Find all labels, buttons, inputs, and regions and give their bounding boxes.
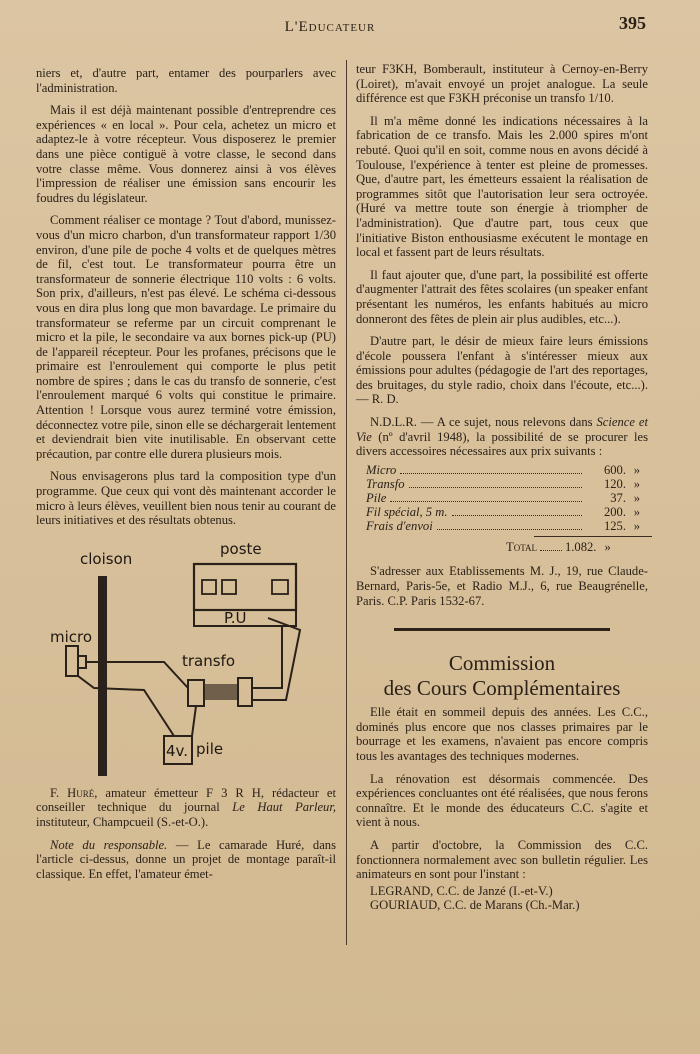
- price-label: Transfo: [366, 476, 405, 491]
- section-divider: [394, 628, 610, 631]
- section-title-line-1: Commission: [448, 651, 556, 676]
- price-amount: 37.: [610, 490, 626, 505]
- total-mark: »: [604, 539, 611, 554]
- diagram-caption: [36, 786, 336, 830]
- tube-3: [272, 580, 288, 594]
- wire-secondary-1: [252, 626, 282, 688]
- transfo-label: transfo: [182, 651, 236, 670]
- section-title: [356, 651, 648, 701]
- paragraph: La rénovation est désormais commencée. Des expériences concluantes ont été réalisées, que nous ferons connaître. Et le monde des éducateurs C.C. s'agite et vient à nous.: [356, 771, 648, 830]
- price-row: [366, 491, 640, 505]
- price-mark: »: [633, 476, 640, 491]
- price-label: Pile: [366, 490, 387, 505]
- pile-label: pile: [196, 739, 224, 758]
- wire-pile-transfo: [192, 706, 196, 736]
- paragraph: Mais il est déjà maintenant possible d'entreprendre ces expériences « en local ». Pour cela, achetez un micro et adaptez-le à votre récepteur. Vous disposerez le premier dans une pièce contiguë à votre classe, le second dans votre classe même. Vous donnerez ainsi à vos élèves l'impression de réaliser une émission sans encourir les foudres du législateur.: [36, 103, 336, 205]
- cloison-label: cloison: [80, 549, 133, 568]
- price-label: Micro: [366, 462, 397, 477]
- poste-box: [194, 564, 296, 610]
- price-mark: »: [633, 518, 640, 533]
- price-label: Fil spécial, 5 m.: [366, 504, 448, 519]
- micro-grille: [78, 656, 86, 668]
- page-header-title: L'Educateur: [284, 19, 376, 35]
- ndlr-magazine: Science et Vie: [356, 415, 648, 444]
- price-mark: »: [633, 490, 640, 505]
- paragraph: A partir d'octobre, la Commission des C.C. fonctionnera normalement avec son bulletin régulier. Les animateurs en sont pour l'instant :: [356, 837, 648, 882]
- cloison-wall: [98, 576, 107, 776]
- price-label: Frais d'envoi: [366, 518, 433, 533]
- tube-2: [222, 580, 236, 594]
- price-amount: 600.: [603, 462, 626, 477]
- price-mark: »: [633, 504, 640, 519]
- animator-name: LEGRAND, C.C. de Janzé (I.-et-V.): [370, 883, 553, 898]
- ndlr-text-end: (nº d'avril 1948), la possibilité de se procurer les divers accessoires nécessaires aux prix suivants :: [356, 429, 648, 459]
- price-list: [366, 463, 640, 555]
- ndlr-paragraph: [356, 415, 648, 459]
- paragraph: Nous envisagerons plus tard la composition type d'un programme. Que ceux qui vont dès maintenant accorder le micro à leurs élèves, veuillent bien nous tenir au courant de leurs initiatives et des résultats obtenus.: [36, 469, 336, 528]
- section-title-line-2: des Cours Complémentaires: [383, 676, 621, 701]
- total-row: [506, 540, 640, 555]
- page-number: 395: [619, 13, 646, 33]
- paragraph: teur F3KH, Bomberault, instituteur à Cernoy-en-Berry (Loiret), m'avait envoyé un projet analogue. La seule différence est que F3KH préconise un transfo 1/10.: [356, 62, 648, 106]
- caption-author: F. Huré,: [50, 785, 98, 800]
- wiring-diagram: [24, 538, 324, 784]
- caption-text: amateur émetteur F 3 R H, rédacteur et conseiller technique du journal: [36, 785, 336, 815]
- paragraph: Il faut ajouter que, d'une part, la possibilité est offerte d'augmenter l'attrait des fêtes scolaires (un speaker enfant présentant les numéros, les enfants habitués au micro donneront des fêtes de plein air plus audibles, etc...).: [356, 267, 648, 326]
- transfo-core: [204, 684, 238, 700]
- price-amount: 125.: [603, 518, 626, 533]
- pile-4v-label: 4v.: [166, 741, 189, 760]
- micro-body: [66, 646, 78, 676]
- price-row: [366, 463, 640, 477]
- tube-1: [202, 580, 216, 594]
- price-amount: 200.: [603, 504, 626, 519]
- ndlr-text: N.D.L.R. — A ce sujet, nous relevons dans: [370, 415, 597, 430]
- wire-micro-pile: [78, 676, 174, 736]
- price-row: [366, 505, 640, 519]
- paragraph: Comment réaliser ce montage ? Tout d'abord, munissez-vous d'un micro charbon, d'un transformateur rapport 1/30 environ, d'une pile de poche 4 volts et de quelques mètres de fil, c'est tout. Le transformateur pourra être un transformateur de sonnerie électrique 110 volts : 6 volts. Son prix, d'ailleurs, n'est pas élevé. Le schéma ci-dessous vous en dira plus long que mon bavardage. Le primaire du transformateur se referme par un circuit comprenant le micro et la pile, le secondaire va aux bornes pick-up (PU) de l'appareil récepteur. Pour les profanes, précisons que le primaire est l'enroulement qui comporte le plus petit nombre de spires ; dans le cas du transfo de sonnerie, c'est l'enroulement marqué 6 volts qui constitue le primaire. Attention ! Lorsque vous aurez terminé votre émission, déconnectez votre pile, sinon elle se déchargerait lentement et deviendrait bien vite inutilisable. En observant cette précaution, par contre elle durera plusieurs mois.: [36, 213, 336, 461]
- paragraph: Il m'a même donné les indications nécessaires à la fabrication de ce transfo. Mais les 2.000 spires m'ont rebuté. Quoi qu'il en soit, comme nous en avons décidé à Toulouse, l'expérience à tenter est pleine de promesses. Que, d'autre part, les émetteurs essaient la réalisation de programmes sitôt que l'autorisation leur sera octroyée. (Huré va mettre toute son énergie à triompher de l'administration). Que d'autre part, tous ceux que l'initiative Biston enthousiasme exécutent le montage en local et fassent part de leurs résultats.: [356, 113, 648, 260]
- note-text: — Le camarade Huré, dans l'article ci-dessus, donne un projet de montage paraît-il classique. En effet, l'amateur émet-: [36, 837, 336, 881]
- paragraph: niers et, d'autre part, entamer des pourparlers avec l'administration.: [36, 66, 336, 95]
- note-paragraph: [36, 838, 336, 882]
- transfo-secondary: [238, 678, 252, 706]
- poste-label: poste: [220, 539, 262, 558]
- pu-label: P.U: [224, 608, 247, 627]
- animator-name: GOURIAUD, C.C. de Marans (Ch.-Mar.): [370, 898, 580, 913]
- wiring-diagram-svg: [24, 538, 324, 784]
- right-column: [356, 62, 648, 921]
- address-paragraph: S'adresser aux Etablissements M. J., 19, rue Claude-Bernard, Paris-5e, et Radio M.J., 6, rue Beaugrénelle, Paris. C.P. Paris 1532-67.: [356, 564, 648, 608]
- transfo-primary: [188, 680, 204, 706]
- micro-label: micro: [50, 627, 93, 646]
- price-row: [366, 519, 640, 533]
- total-rule: [534, 536, 652, 537]
- price-amount: 120.: [603, 476, 626, 491]
- left-column: [36, 66, 336, 889]
- paragraph: Elle était en sommeil depuis des années. Les C.C., dominés plus encore que nos classes primaires par le bourrage et les examens, n'avaient pas encore compris tous les avantages des techniques modernes.: [356, 705, 648, 763]
- price-row: [366, 477, 640, 491]
- price-mark: »: [633, 462, 640, 477]
- caption-journal: Le Haut Parleur,: [232, 800, 336, 815]
- total-label: Total: [506, 539, 537, 554]
- column-divider: [346, 60, 347, 945]
- paragraph: D'autre part, le désir de mieux faire leurs émissions d'école poussera l'enfant à s'intéresser mieux aux émissions pour adultes (pédagogie de l'art des reportages, des bruitages, du style radio, choix dans l'écoute, etc...). — R. D.: [356, 334, 648, 407]
- note-label: Note du responsable.: [50, 837, 168, 852]
- caption-location: instituteur, Champcueil (S.-et-O.).: [36, 815, 209, 829]
- total-amount: 1.082.: [564, 539, 597, 554]
